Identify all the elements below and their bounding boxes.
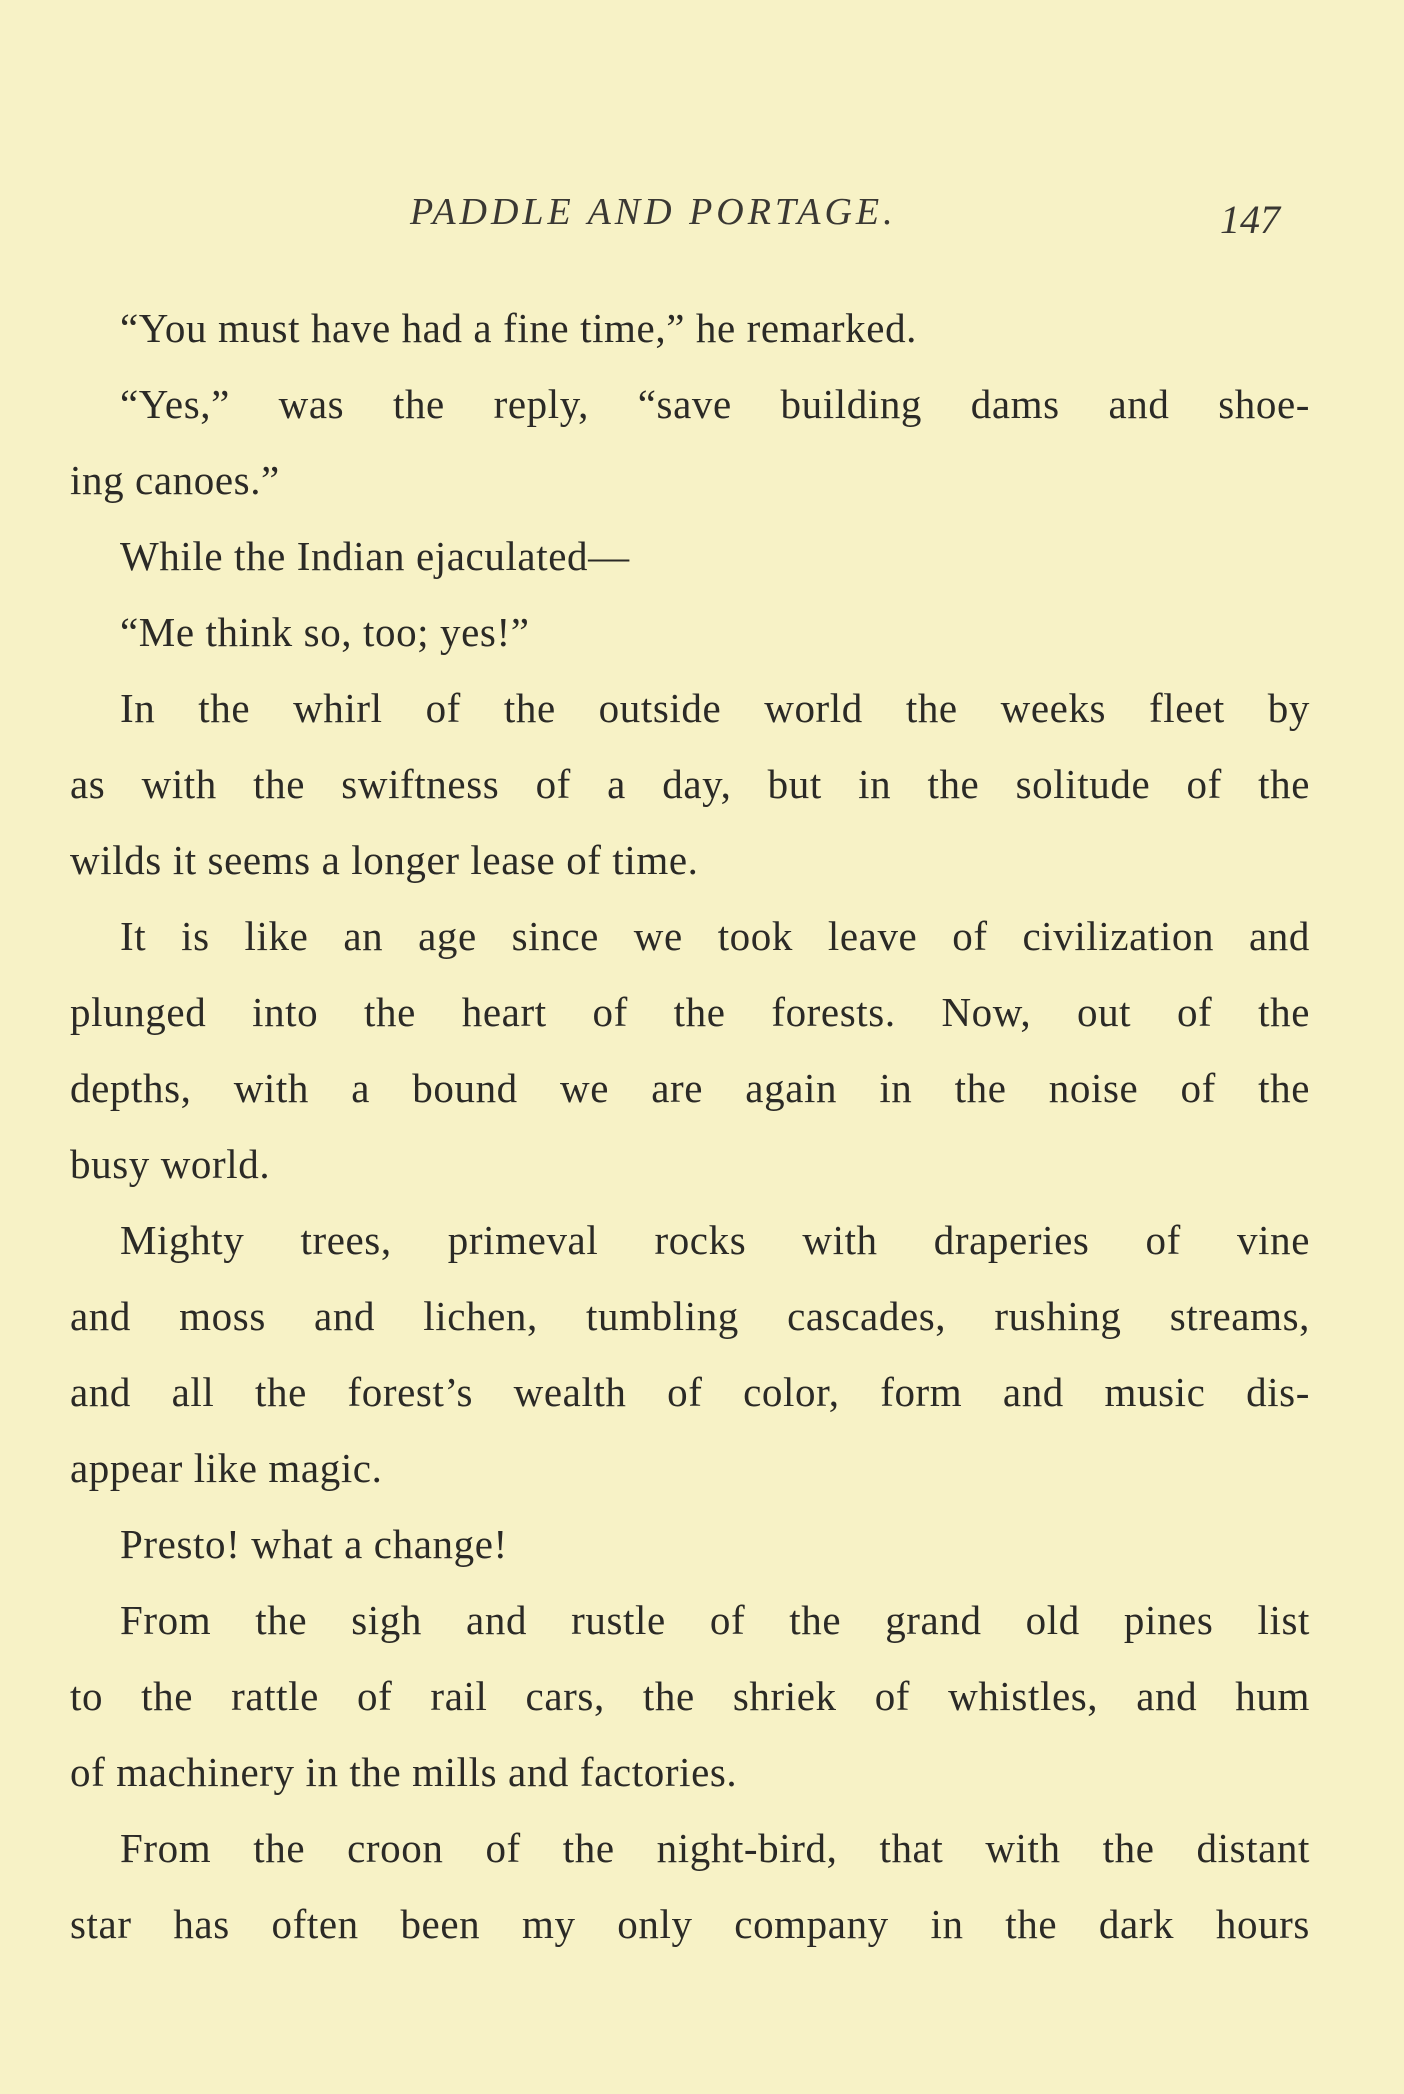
text-line: depths, with a bound we are again in the noise of the [70, 1065, 1310, 1111]
text-line: wilds it seems a longer lease of time. [70, 837, 699, 883]
text-line: “Me think so, too; yes!” [120, 609, 530, 655]
text-line: and moss and lichen, tumbling cascades, rushing streams, [70, 1293, 1310, 1339]
text-line: Mighty trees, primeval rocks with draperies of vine [120, 1217, 1310, 1263]
text-line: ing canoes.” [70, 457, 280, 503]
text-line: It is like an age since we took leave of civilization and [120, 913, 1310, 959]
text-line: appear like magic. [70, 1445, 383, 1491]
text-line: From the sigh and rustle of the grand old pines list [120, 1597, 1310, 1643]
text-line: In the whirl of the outside world the weeks fleet by [120, 685, 1310, 731]
running-title: PADDLE AND PORTAGE. [410, 191, 897, 233]
text-line: to the rattle of rail cars, the shriek of whistles, and hum [70, 1673, 1310, 1719]
text-line: of machinery in the mills and factories. [70, 1749, 738, 1795]
text-line: Presto! what a change! [120, 1521, 508, 1567]
text-line: “Yes,” was the reply, “save building dams and shoe- [120, 381, 1310, 427]
text-line: “You must have had a fine time,” he remarked. [120, 305, 918, 351]
text-line: busy world. [70, 1141, 271, 1187]
page-number: 147 [1220, 197, 1280, 242]
text-line: star has often been my only company in the dark hours [70, 1901, 1310, 1947]
body-text [70, 290, 1310, 1962]
text-line: and all the forest’s wealth of color, form and music dis- [70, 1369, 1310, 1415]
running-head [0, 190, 1404, 250]
text-line: While the Indian ejaculated— [120, 533, 630, 579]
text-line: From the croon of the night-bird, that with the distant [120, 1825, 1310, 1871]
text-line: as with the swiftness of a day, but in the solitude of the [70, 761, 1310, 807]
text-line: plunged into the heart of the forests. Now, out of the [70, 989, 1310, 1035]
